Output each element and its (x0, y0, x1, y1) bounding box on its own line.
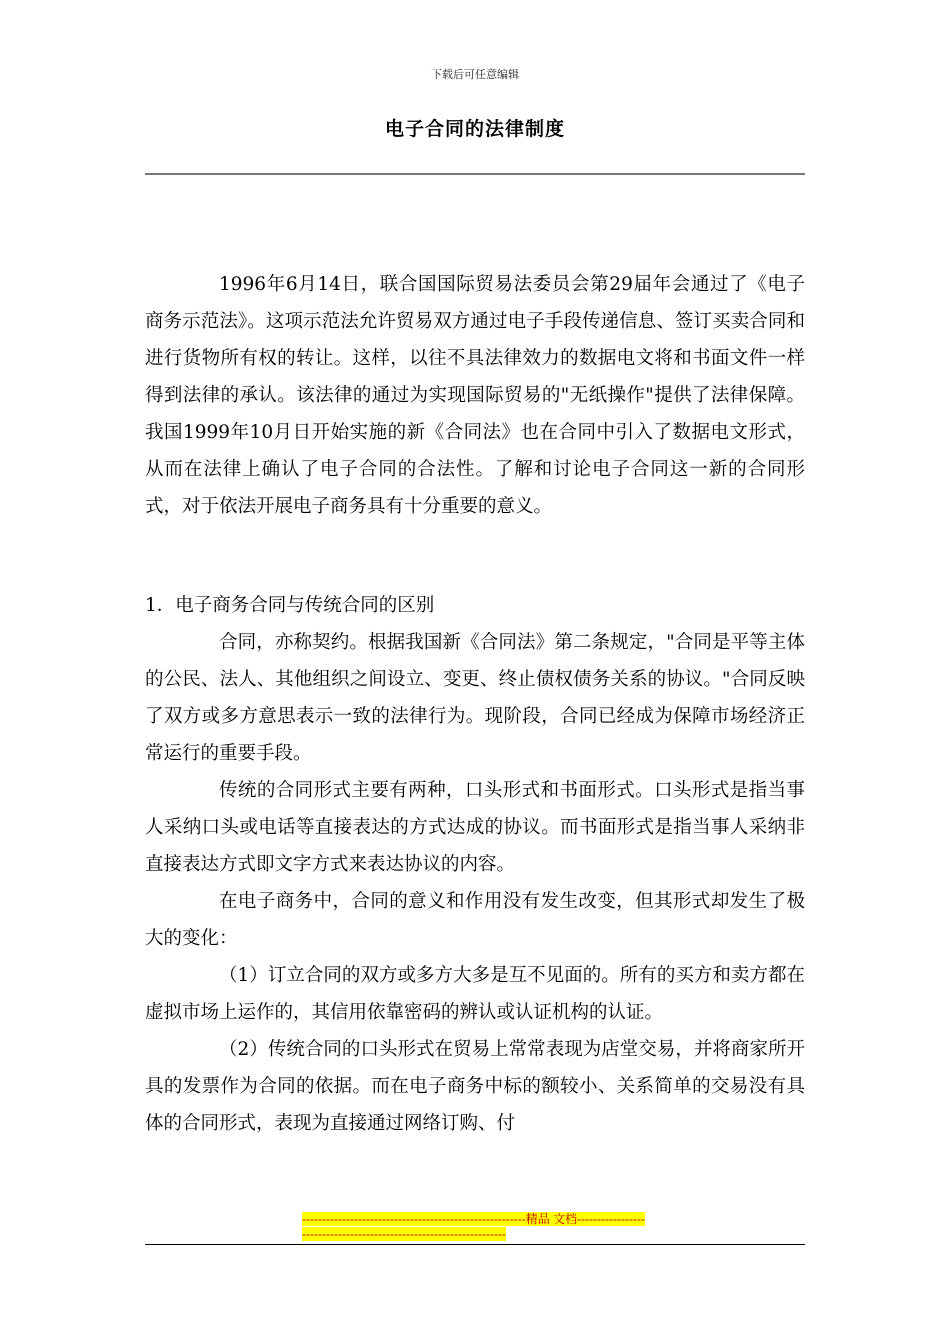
footer-text: --------------------------------------------------------精品 文档-------------------------------------------------------------------- (302, 1212, 646, 1241)
intro-paragraph: 1996年6月14日，联合国国际贸易法委员会第29届年会通过了《电子商务示范法》。这项示范法允许贸易双方通过电子手段传递信息、签订买卖合同和进行货物所有权的转让。这样，以往不具法律效力的数据电文将和书面文件一样得到法律的承认。该法律的通过为实现国际贸易的"无纸操作"提供了法律保障。我国1999年10月日开始实施的新《合同法》也在合同中引入了数据电文形式，从而在法律上确认了电子合同的合法性。了解和讨论电子合同这一新的合同形式，对于依法开展电子商务具有十分重要的意义。 (145, 274, 805, 517)
list-item-1: （1）订立合同的双方或多方大多是互不见面的。所有的买方和卖方都在虚拟市场上运作的，其信用依靠密码的辨认或认证机构的认证。 (145, 965, 805, 1023)
body-paragraph-3: 在电子商务中，合同的意义和作用没有发生改变，但其形式却发生了极大的变化： (145, 891, 805, 949)
list-item-2: （2）传统合同的口头形式在贸易上常常表现为店堂交易，并将商家所开具的发票作为合同的依据。而在电子商务中标的额较小、关系简单的交易没有具体的合同形式，表现为直接通过网络订购、付 (145, 1039, 805, 1134)
header-note: 下载后可任意编辑 (431, 68, 519, 81)
body-paragraph-2: 传统的合同形式主要有两种，口头形式和书面形式。口头形式是指当事人采纳口头或电话等直接表达的方式达成的协议。而书面形式是指当事人采纳非直接表达方式即文字方式来表达协议的内容。 (145, 780, 805, 875)
footer-watermark (302, 1212, 648, 1242)
intro-block (145, 266, 805, 525)
section-heading: 1．电子商务合同与传统合同的区别 (145, 595, 435, 616)
title-divider (145, 173, 805, 175)
body-paragraph-1: 合同，亦称契约。根据我国新《合同法》第二条规定，"合同是平等主体的公民、法人、其他组织之间设立、变更、终止债权债务关系的协议。"合同反映了双方或多方意思表示一致的法律行为。现阶段，合同已经成为保障市场经济正常运行的重要手段。 (145, 632, 805, 764)
section-block (145, 587, 805, 1142)
footer-divider (145, 1244, 805, 1245)
document-title: 电子合同的法律制度 (384, 118, 565, 140)
